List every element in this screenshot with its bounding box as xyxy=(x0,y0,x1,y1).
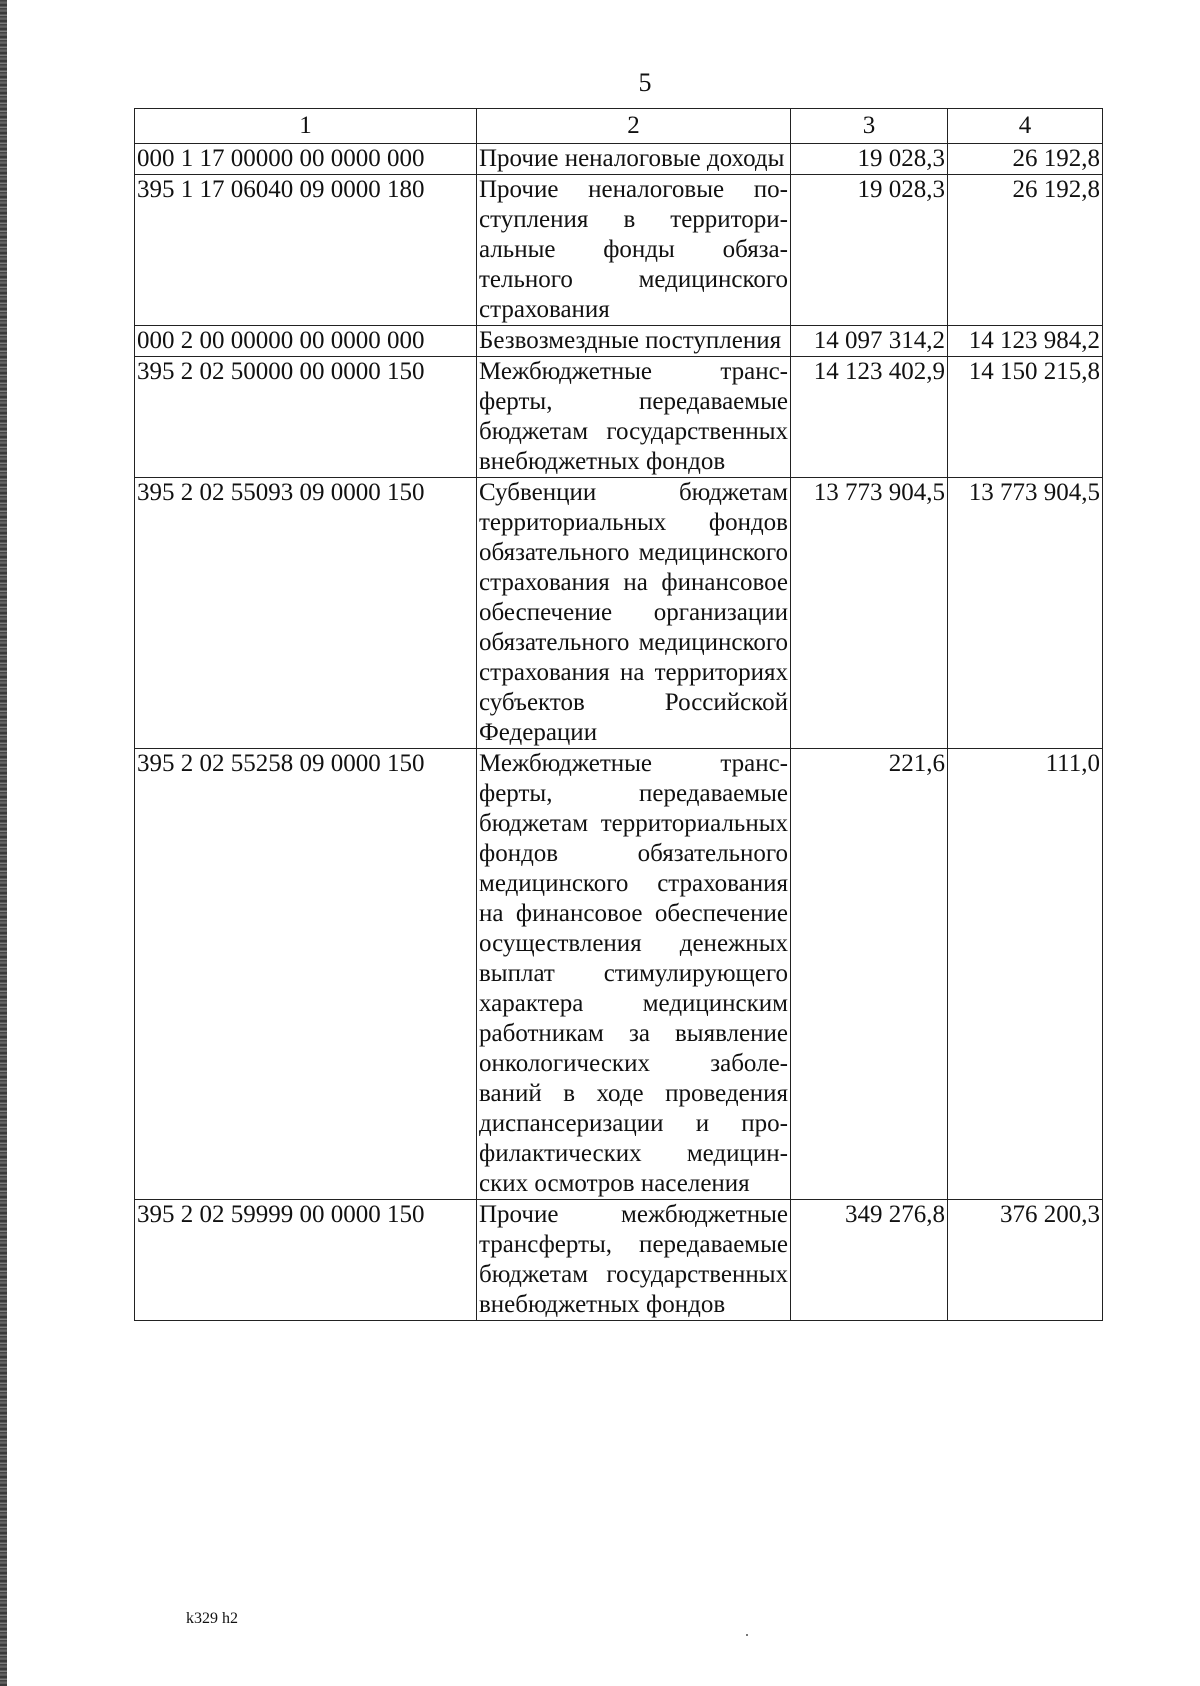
budget-code: 395 2 02 50000 00 0000 150 xyxy=(135,357,477,478)
budget-table xyxy=(134,108,1103,1321)
item-name: Безвозмездные поступления xyxy=(477,326,791,357)
budget-code: 000 2 00 00000 00 0000 000 xyxy=(135,326,477,357)
scan-edge xyxy=(0,0,7,1686)
header-col-4: 4 xyxy=(948,109,1103,144)
table-row xyxy=(135,749,1103,1200)
table-row xyxy=(135,1200,1103,1321)
value-col-4: 14 123 984,2 xyxy=(948,326,1103,357)
item-name: Прочие межбюджетные трансферты, передаваемые бюджетам государственных внебюджетных фондов xyxy=(477,1200,791,1321)
value-col-4: 26 192,8 xyxy=(948,144,1103,175)
header-col-3: 3 xyxy=(791,109,948,144)
budget-code: 395 1 17 06040 09 0000 180 xyxy=(135,175,477,326)
budget-code: 000 1 17 00000 00 0000 000 xyxy=(135,144,477,175)
footer-code: k329 h2 xyxy=(186,1610,238,1627)
budget-code: 395 2 02 55258 09 0000 150 xyxy=(135,749,477,1200)
table-header-row xyxy=(135,109,1103,144)
value-col-3: 14 123 402,9 xyxy=(791,357,948,478)
value-col-4: 26 192,8 xyxy=(948,175,1103,326)
item-name: Межбюджетные трансферты, передаваемые бюджетам государственных внебюджетных фондов xyxy=(477,357,791,478)
value-col-4: 376 200,3 xyxy=(948,1200,1103,1321)
value-col-4: 14 150 215,8 xyxy=(948,357,1103,478)
value-col-3: 19 028,3 xyxy=(791,175,948,326)
item-name: Прочие неналоговые поступления в территориальные фонды обязательного медицинского страхования xyxy=(477,175,791,326)
item-name: Субвенции бюджетам территориальных фондов обязательного медицинского страхования на финансовое обеспечение организации обязательного медицинского страхования на территориях субъектов Российской Федерации xyxy=(477,478,791,749)
value-col-3: 19 028,3 xyxy=(791,144,948,175)
table-row xyxy=(135,357,1103,478)
value-col-4: 13 773 904,5 xyxy=(948,478,1103,749)
budget-code: 395 2 02 55093 09 0000 150 xyxy=(135,478,477,749)
item-name: Межбюджетные трансферты, передаваемые бюджетам территориальных фондов обязательного медицинского страхования на финансовое обеспечение осуществления денежных выплат стимулирующего характера медицинским работникам за выявление онкологических заболеваний в ходе проведения диспансеризации и профилактических медицинских осмотров населения xyxy=(477,749,791,1200)
scan-speck xyxy=(746,1634,748,1636)
value-col-3: 349 276,8 xyxy=(791,1200,948,1321)
value-col-3: 14 097 314,2 xyxy=(791,326,948,357)
item-name: Прочие неналоговые доходы xyxy=(477,144,791,175)
table-row xyxy=(135,175,1103,326)
table-row xyxy=(135,478,1103,749)
page-number: 5 xyxy=(638,68,652,97)
table-row xyxy=(135,326,1103,357)
value-col-3: 13 773 904,5 xyxy=(791,478,948,749)
header-col-1: 1 xyxy=(135,109,477,144)
value-col-3: 221,6 xyxy=(791,749,948,1200)
budget-code: 395 2 02 59999 00 0000 150 xyxy=(135,1200,477,1321)
value-col-4: 111,0 xyxy=(948,749,1103,1200)
header-col-2: 2 xyxy=(477,109,791,144)
table-row xyxy=(135,144,1103,175)
